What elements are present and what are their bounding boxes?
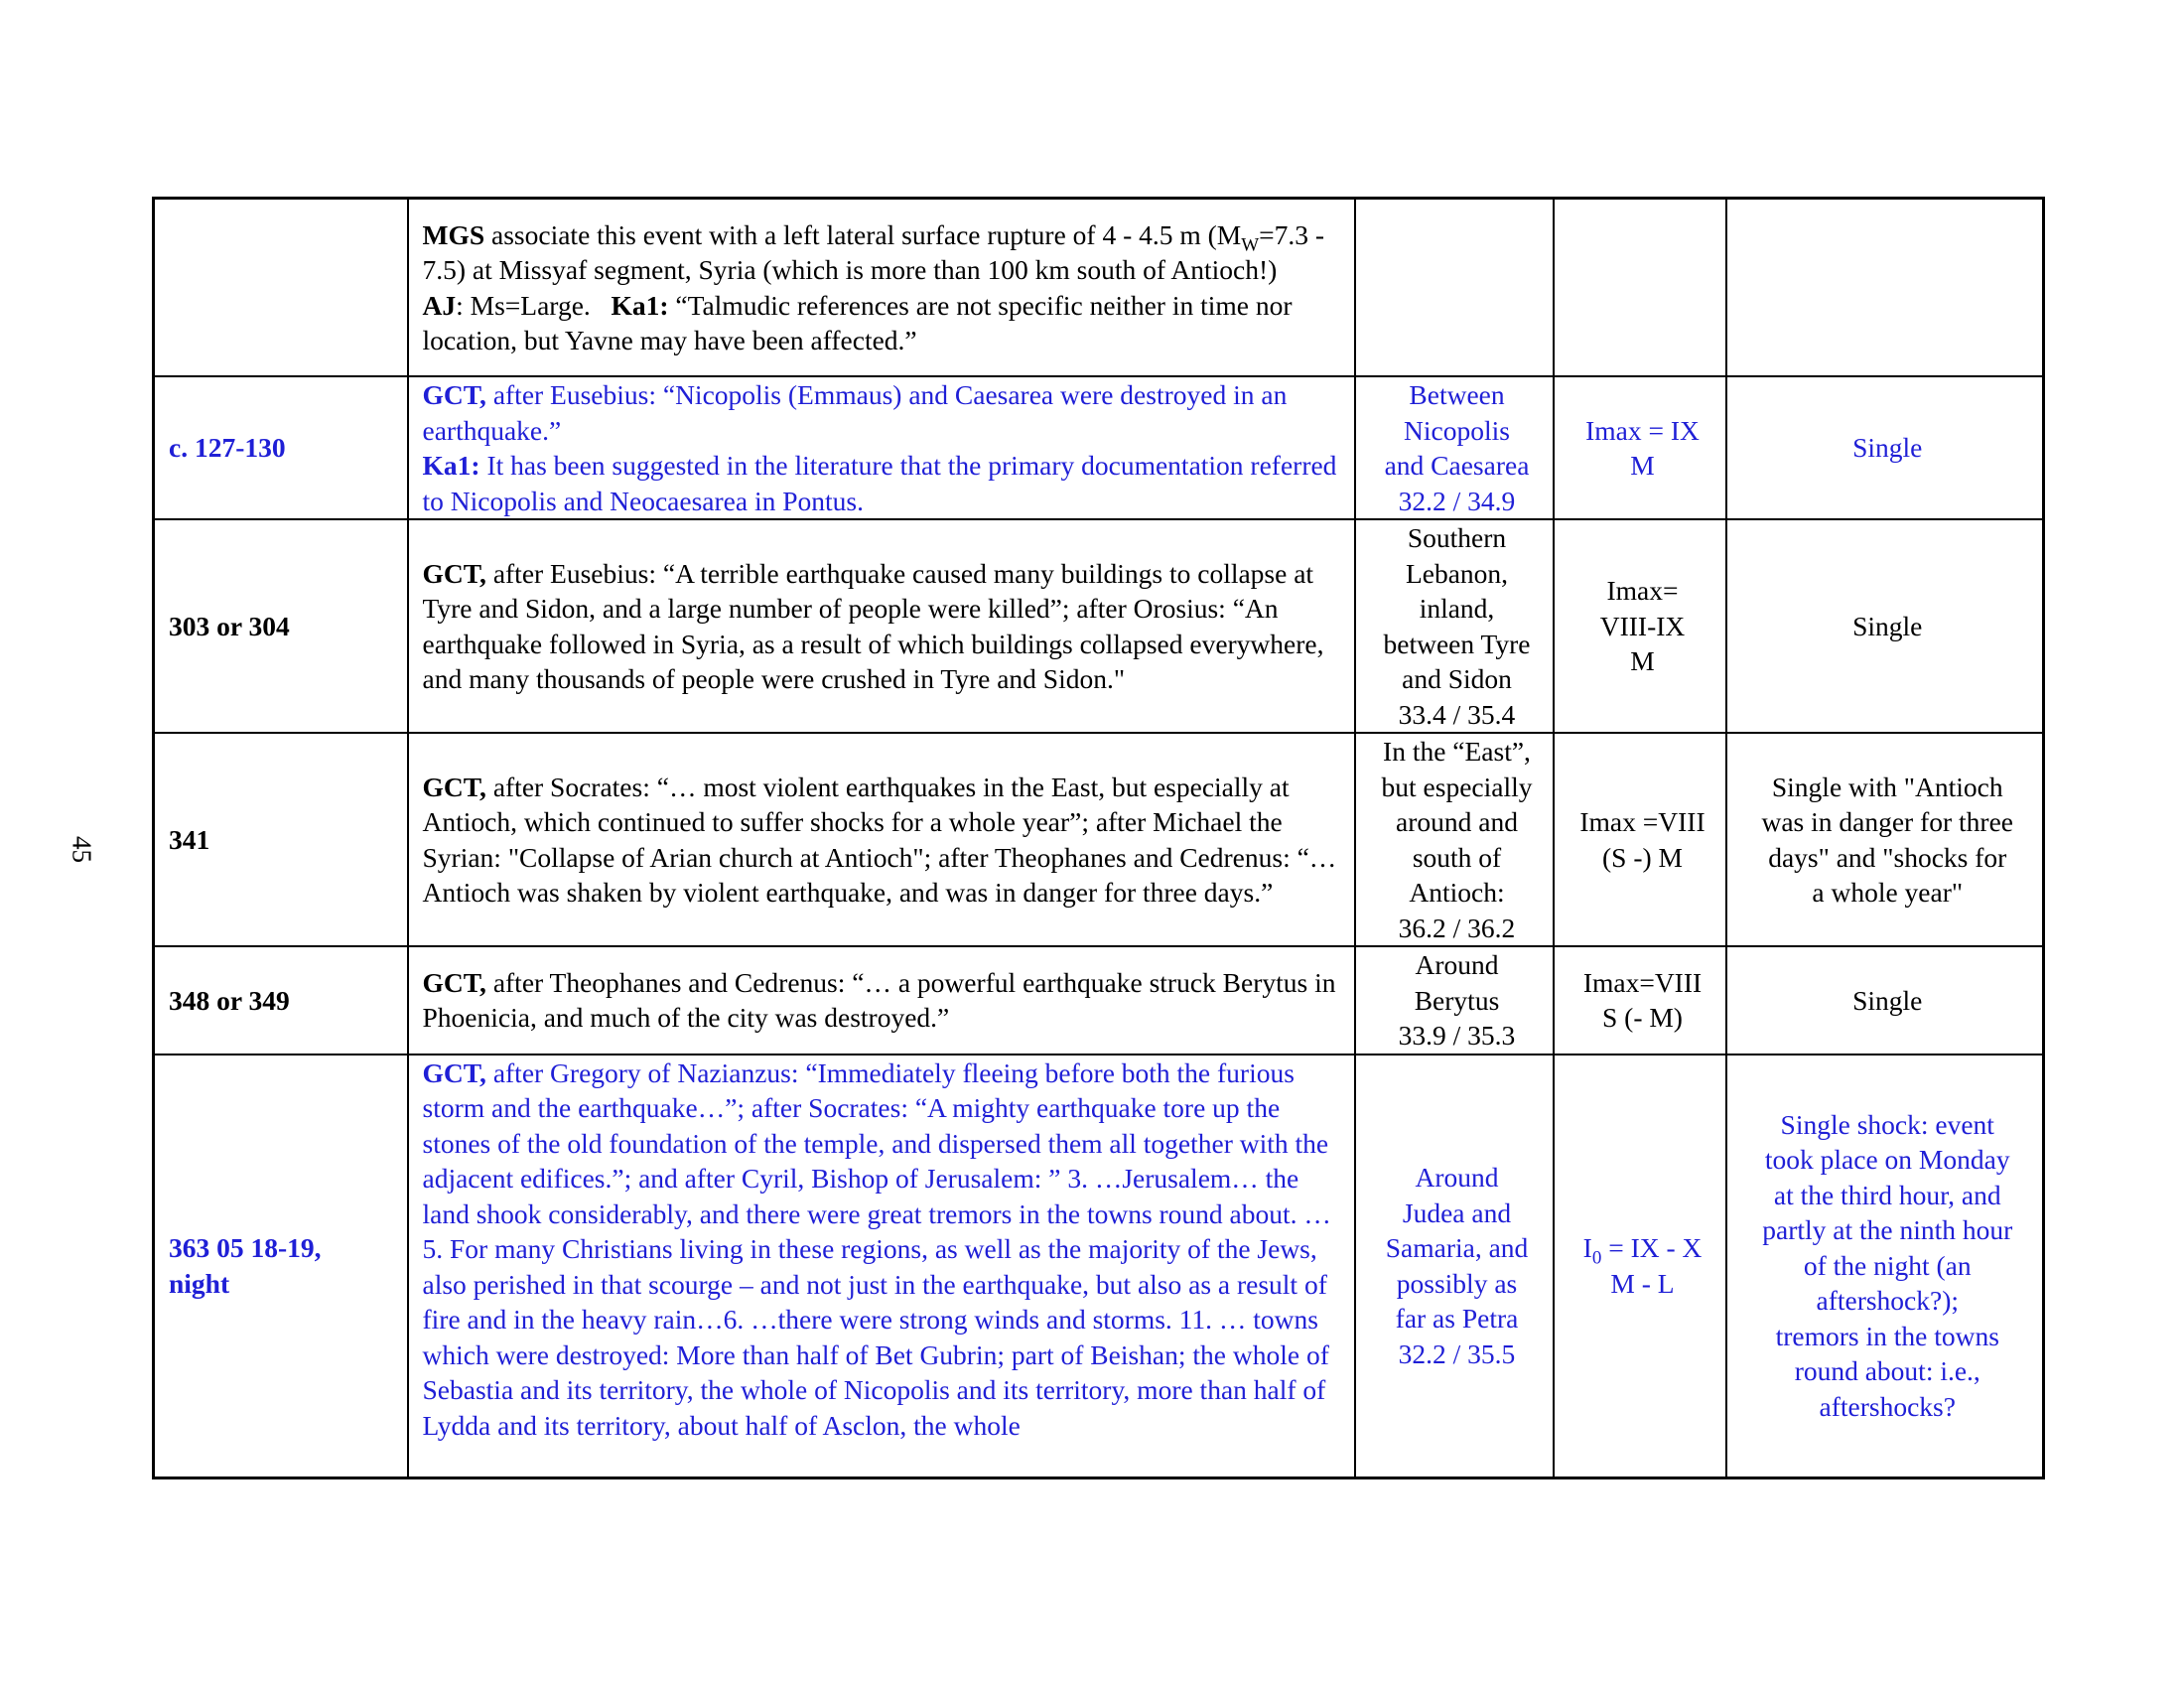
location-cell — [1355, 733, 1554, 946]
source-code: AJ — [422, 289, 457, 321]
subscript: W — [1241, 234, 1260, 255]
description-cell — [408, 376, 1355, 519]
intensity-line: Imax =VIII — [1579, 806, 1706, 837]
source-code: Ka1: — [422, 450, 480, 481]
location-line: Lebanon, — [1405, 557, 1509, 589]
description-text: after Eusebius: “Nicopolis (Emmaus) and Caesarea were destroyed in an earthquake.” — [422, 379, 1288, 446]
location-line: Antioch: — [1409, 877, 1505, 908]
location-line: around and — [1396, 806, 1518, 837]
earthquake-catalog-table — [152, 197, 2045, 1479]
remarks-line: Single shock: event — [1780, 1108, 1994, 1140]
table-row — [154, 1055, 2044, 1478]
intensity-line: S (- M) — [1602, 1002, 1683, 1034]
date-cell: 348 or 349 — [154, 946, 408, 1055]
remarks-line: of the night (an — [1803, 1249, 1972, 1281]
intensity-line: M - L — [1610, 1267, 1675, 1299]
location-line: Southern — [1407, 522, 1507, 553]
intensity-line: (S -) M — [1602, 841, 1683, 873]
coordinates: 32.2 / 34.9 — [1398, 485, 1516, 516]
remarks-cell: Single — [1726, 376, 2044, 519]
description-text: after Gregory of Nazianzus: “Immediately fleeing before both the furious storm and the earthquake…”; after Socrates: “A mighty earthquake tore up the stones of the old foundation of the temple, and dispersed them all together with the adjacent edifices.”; and after Cyril, Bishop of Jerusalem: ” 3. …Jerusalem… the land shook considerably, and there were great tremors in the towns round about. …5. For many Christians living in these regions, as well as the majority of the Jews, also perished in that scourge – and not just in the earthquake, but also as a result of fire and in the heavy rain…6. …there were strong winds and storms. 11. … towns which were destroyed: More than half of Bet Gubrin; part of Beishan; the whole of Sebastia and its territory, the whole of Nicopolis and its territory, more than half of Lydda and its territory, about half of Asclon, the whole — [422, 1056, 1331, 1441]
location-line: Around — [1415, 1162, 1499, 1193]
source-code: GCT, — [422, 379, 486, 410]
date-cell — [154, 1055, 408, 1478]
description-text: : Ms=Large. — [456, 289, 591, 321]
remarks-cell: Single — [1726, 946, 2044, 1055]
location-line: Around — [1415, 949, 1499, 980]
table-row — [154, 946, 2044, 1055]
intensity-line: M — [1630, 450, 1655, 481]
description-cell — [408, 946, 1355, 1055]
location-cell — [1355, 376, 1554, 519]
location-line: but especially — [1381, 771, 1533, 802]
remarks-cell — [1726, 733, 2044, 946]
remarks-line: aftershocks? — [1819, 1390, 1956, 1422]
coordinates: 33.4 / 35.4 — [1398, 698, 1516, 730]
location-line: Between — [1409, 379, 1505, 410]
location-line: inland, — [1419, 593, 1495, 624]
remarks-line: aftershock?); — [1816, 1285, 1960, 1317]
remarks-line: was in danger for three — [1761, 806, 2013, 837]
location-line: between Tyre — [1383, 628, 1531, 659]
intensity-cell — [1554, 1055, 1726, 1478]
date-cell: 303 or 304 — [154, 519, 408, 733]
description-text: after Eusebius: “A terrible earthquake caused many buildings to collapse at Tyre and Sidon, and a large number of people were killed”; after Orosius: “An earthquake followed in Syria, as a result of which buildings collapsed everywhere, and many thousands of people were crushed in Tyre and Sidon." — [422, 557, 1324, 694]
intensity-cell — [1554, 733, 1726, 946]
coordinates: 32.2 / 35.5 — [1398, 1337, 1516, 1369]
location-line: and Caesarea — [1384, 450, 1530, 481]
location-cell — [1355, 519, 1554, 733]
description-cell — [408, 519, 1355, 733]
intensity-line: Imax = IX — [1585, 414, 1700, 446]
coordinates: 33.9 / 35.3 — [1398, 1020, 1516, 1051]
date-cell — [154, 199, 408, 377]
remarks-line: at the third hour, and — [1773, 1179, 2001, 1210]
date-cell: 341 — [154, 733, 408, 946]
description-cell — [408, 1055, 1355, 1478]
date-cell: c. 127-130 — [154, 376, 408, 519]
location-line: Samaria, and — [1385, 1232, 1529, 1263]
intensity-line: VIII-IX — [1599, 610, 1686, 641]
remarks-line: took place on Monday — [1764, 1144, 2010, 1176]
source-code: GCT, — [422, 966, 486, 998]
source-code: GCT, — [422, 557, 486, 589]
location-cell — [1355, 199, 1554, 377]
description-text: after Socrates: “… most violent earthquakes in the East, but especially at Antioch, which continued to suffer shocks for a whole year”; after Michael the Syrian: "Collapse of Arian church at Antioch"; after Theophanes and Cedrenus: “… Antioch was shaken by violent earthquake, and was in danger for three days.” — [422, 771, 1337, 908]
remarks-cell — [1726, 1055, 2044, 1478]
location-line: south of — [1412, 841, 1502, 873]
table-row — [154, 199, 2044, 377]
table-row — [154, 733, 2044, 946]
page-number: 45 — [67, 836, 97, 863]
date-line: night — [169, 1267, 230, 1299]
remarks-line: Single with "Antioch — [1771, 771, 2003, 802]
intensity-line: M — [1630, 645, 1655, 677]
location-cell — [1355, 946, 1554, 1055]
remarks-cell: Single — [1726, 519, 2044, 733]
source-code: GCT, — [422, 771, 486, 802]
location-line: In the “East”, — [1383, 736, 1531, 767]
intensity-cell — [1554, 519, 1726, 733]
intensity-line: Imax=VIII — [1582, 966, 1703, 998]
description-text: after Theophanes and Cedrenus: “… a powerful earthquake struck Berytus in Phoenicia, and much of the city was destroyed.” — [422, 966, 1336, 1034]
remarks-line: round about: i.e., — [1794, 1355, 1980, 1387]
remarks-line: days" and "shocks for — [1768, 841, 2007, 873]
description-text: associate this event with a left lateral surface rupture of 4 - 4.5 m (M — [484, 218, 1242, 250]
intensity-cell — [1554, 199, 1726, 377]
location-line: Berytus — [1414, 984, 1500, 1016]
source-code: Ka1: — [611, 289, 669, 321]
source-code: MGS — [422, 218, 485, 250]
location-cell — [1355, 1055, 1554, 1478]
remarks-line: tremors in the towns — [1775, 1320, 1999, 1351]
table-row — [154, 376, 2044, 519]
description-text: =7.3 - 7.5) at Missyaf segment, Syria (which is more than 100 km south of Antioch!) — [422, 218, 1325, 285]
description-text: “Talmudic references are not specific neither in time nor location, but Yavne may have been affected.” — [422, 289, 1293, 355]
subscript: 0 — [1591, 1247, 1602, 1269]
table-row — [154, 519, 2044, 733]
location-line: and Sidon — [1402, 663, 1512, 694]
description-cell — [408, 733, 1355, 946]
description-cell — [408, 199, 1355, 377]
intensity-symbol: I — [1582, 1232, 1592, 1263]
date-line: 363 05 18-19, — [169, 1232, 322, 1263]
intensity-cell — [1554, 946, 1726, 1055]
intensity-line: Imax= — [1606, 575, 1679, 607]
location-line: Judea and — [1402, 1196, 1512, 1228]
intensity-cell — [1554, 376, 1726, 519]
location-line: far as Petra — [1395, 1303, 1519, 1334]
location-line: possibly as — [1396, 1267, 1518, 1299]
remarks-cell — [1726, 199, 2044, 377]
location-line: Nicopolis — [1404, 414, 1510, 446]
remarks-line: partly at the ninth hour — [1762, 1214, 2013, 1246]
description-text: It has been suggested in the literature that the primary documentation referred to Nicopolis and Neocaesarea in Pontus. — [422, 450, 1337, 516]
intensity-line: = IX - X — [1601, 1232, 1703, 1263]
source-code: GCT, — [422, 1056, 486, 1088]
coordinates: 36.2 / 36.2 — [1398, 912, 1516, 943]
remarks-line: a whole year" — [1812, 877, 1964, 908]
